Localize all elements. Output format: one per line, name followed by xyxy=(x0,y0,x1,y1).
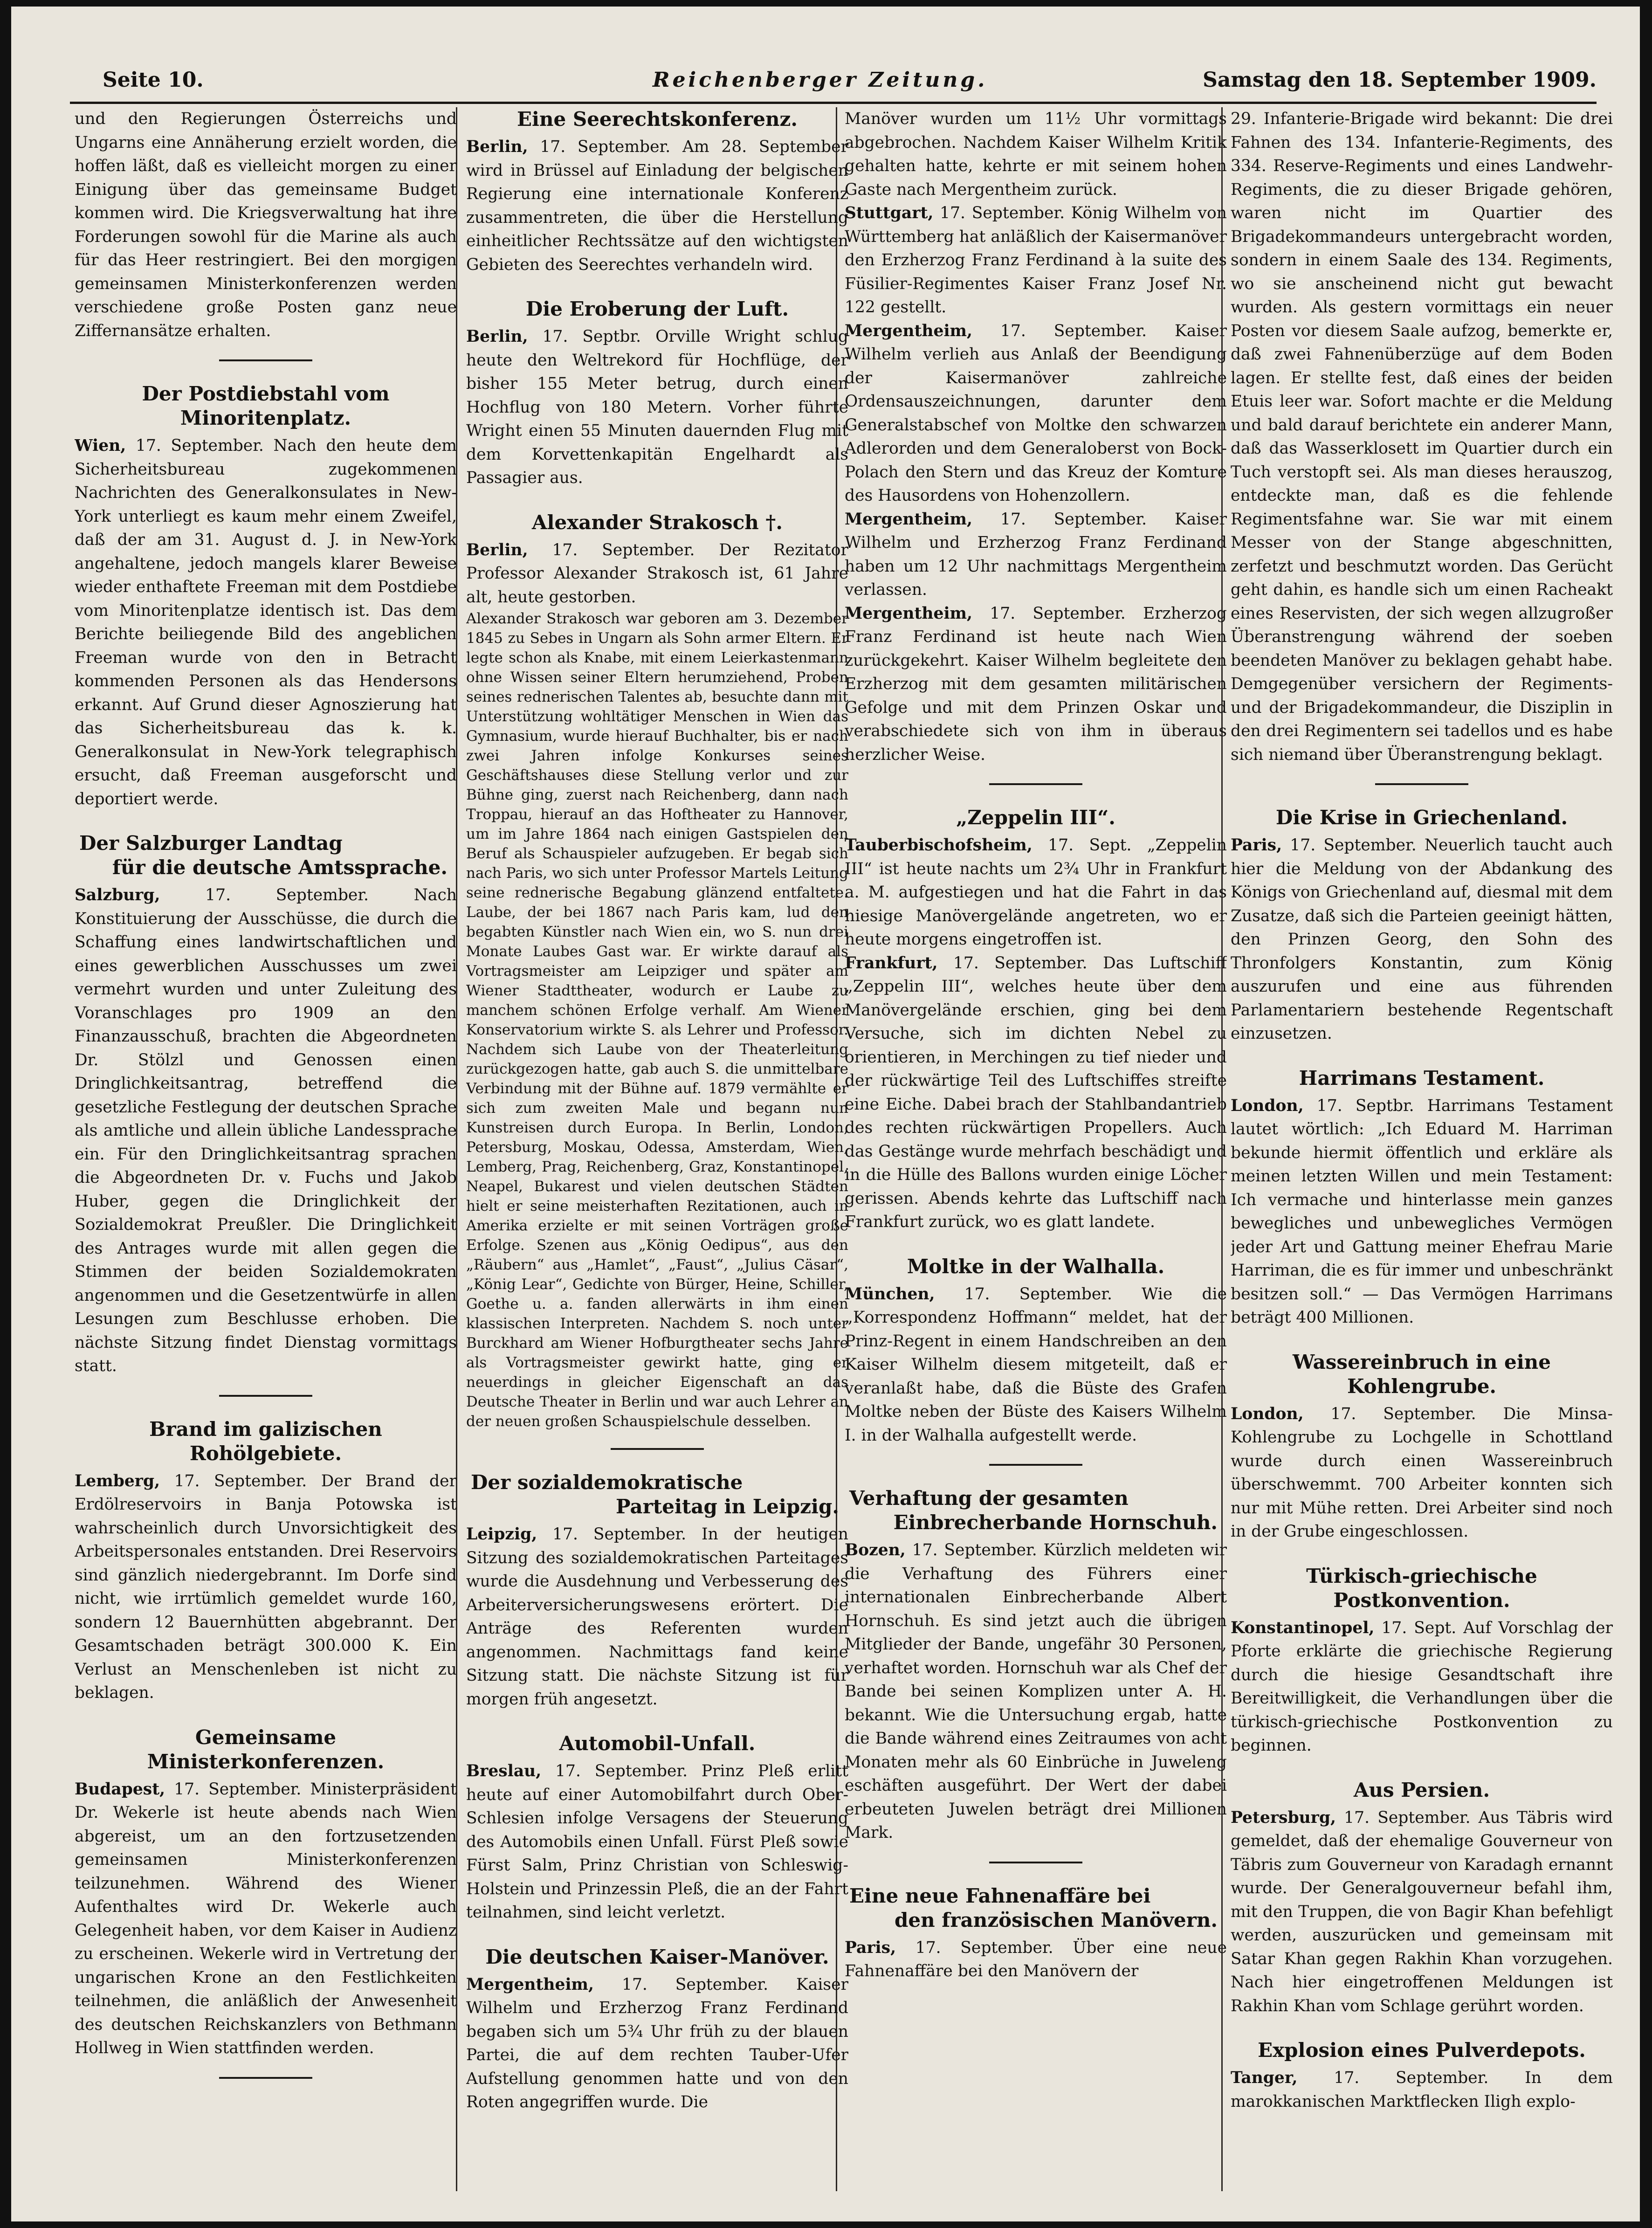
article-body xyxy=(466,1523,848,1711)
scan-border-top xyxy=(0,0,1652,7)
article-body xyxy=(845,1936,1227,1983)
headline-line: Der sozialdemokratische xyxy=(471,1471,743,1494)
page-header xyxy=(70,65,1597,103)
dateline: Breslau, xyxy=(466,1762,542,1780)
article-text: 17. September. In der heutigen Sitzung des sozialdemokratischen Parteitages wurde die Ausdehnung und Verbesserung des Arbeiterversicherungswesens erörtert. Die Anträge des Referenten wurden angenommen. Nachmittags fand keine Sitzung statt. Die nächste Sitzung ist für morgen früh angesetzt. xyxy=(466,1525,848,1709)
dateline: Paris, xyxy=(1231,836,1282,855)
dateline: Paris, xyxy=(845,1938,896,1957)
article-text: und den Regierungen Österreichs und Ungarns eine Annäherung erzielt worden, die hoffen läßt, daß es vielleicht morgen zu einer Einigung über das gemeinsame Budget kommen wird. Die Kriegsverwaltung hat ihre Forderungen sowohl für die Marine als auch für das Heer restringiert. Bei den morgigen gemeinsamen Ministerkonferenzen werden verschiedene große Posten ganz neue Ziffernansätze erhalten. xyxy=(75,110,457,340)
article-body xyxy=(1231,1402,1613,1544)
dateline: Salzburg, xyxy=(75,886,160,904)
dateline: Lemberg, xyxy=(75,1471,160,1490)
article-body xyxy=(1231,1806,1613,2018)
dateline: Bozen, xyxy=(845,1541,906,1559)
dateline: München, xyxy=(845,1284,935,1304)
dateline: Stuttgart, xyxy=(845,204,934,222)
article-body xyxy=(845,834,1227,952)
article-text: 17. September. Kaiser Wilhelm und Erzherzog Franz Ferdinand haben um 12 Uhr nachmittags Mergentheim verlassen. xyxy=(845,510,1227,599)
dateline: Leipzig, xyxy=(466,1525,537,1544)
article-headline xyxy=(845,1486,1227,1535)
article-text: 17. September. Ministerpräsident Dr. Wekerle ist heute abends nach Wien abgereist, um an den fortzusetzenden gemeinsamen Ministerkonferenzen teilzunehmen. Während des Wiener Aufenthaltes wird Dr. Wekerle auch Gelegenheit haben, vor dem Kaiser in Audienz zu erscheinen. Wekerle wird in Vertretung der ungarischen Krone an den Festlichkeiten teilnehmen, die anläßlich der Anwesenheit des deutschen Reichskanzlers von Bethmann Hollweg in Wien stattfinden werden. xyxy=(75,1780,457,2057)
obituary-text: Alexander Strakosch war geboren am 3. Dezember 1845 zu Sebes in Ungarn als Sohn armer Eltern. Er legte schon als Knabe, mit einem Leierkastenmann ohne Wissen seiner Eltern herumziehend, Proben seines rednerischen Talentes ab, besuchte dann mit Unterstützung wohltätiger Menschen in Wien das Gymnasium, wurde hierauf Buchhalter, bis er nach zwei Jahren infolge Konkurses seines Geschäftshauses diese Stellung verlor und zur Bühne ging, zuerst nach Reichenberg, dann nach Troppau, hierauf an das Hoftheater zu Hannover, um im Jahre 1864 nach einigen Gastspielen den Beruf als Schauspieler aufzugeben. Er begab sich nach Paris, wo sich unter Professor Martels Leitung seine rednerische Begabung glänzend entfaltete. Laube, der bei 1867 nach Paris kam, lud den begabten Künstler nach Wien ein, wo S. nun drei Monate Laubes Gast war. Er wirkte darauf als Vortragsmeister am Leipziger und später am Wiener Stadttheater, wodurch er Laube zu manchem schönen Erfolge verhalf. Am Wiener Konservatorium wirkte S. als Lehrer und Professor. Nachdem sich Laube von der Theaterleitung zurückgezogen hatte, gab auch S. die unmittelbare Verbindung mit der Bühne auf. 1879 vermählte er sich zum zweiten Male und begann nun Kunstreisen durch Europa. In Berlin, London, Petersburg, Moskau, Odessa, Amsterdam, Wien, Lemberg, Prag, Reichenberg, Graz, Konstantinopel, Neapel, Bukarest und vielen deutschen Städten hielt er seine meisterhaften Rezitationen, auch in Amerika erzielte er mit seinen Vorträgen große Erfolge. Szenen aus „König Oedipus“, aus den „Räubern“ aus „Hamlet“, „Faust“, „Julius Cäsar“, „König Lear“, Gedichte von Bürger, Heine, Schiller, Goethe u. a. fanden allerwärts in ihm einen klassischen Interpreten. Nachdem S. noch unter Burckhard am Wiener Hofburgtheater sechs Jahre als Vortragsmeister gewirkt hatte, ging er neuerdings in gleicher Eigenschaft an das Deutsche Theater in Berlin und war auch Lehrer an der neuen großen Schauspielschule desselben. xyxy=(466,610,848,1430)
article-body xyxy=(845,201,1227,319)
dateline: Berlin, xyxy=(466,138,528,156)
article-separator xyxy=(219,2077,312,2079)
dateline: Mergentheim, xyxy=(845,321,973,340)
dateline: Mergentheim, xyxy=(845,510,973,529)
article-headline: Die deutschen Kaiser-Manöver. xyxy=(485,1945,829,1968)
article-separator xyxy=(219,359,312,361)
article-text: Manöver wurden um 11½ Uhr vormittags abgebrochen. Nachdem Kaiser Wilhelm Kritik gehalten hatte, kehrte er mit seinem hohen Gaste nach Mergentheim zurück. xyxy=(845,110,1227,199)
article-text: 17. September. Das Luftschiff „Zeppelin III“, welches heute über dem Manövergelände erschien, ging bei dem Versuche, sich im dichten Nebel zu orientieren, in Merchingen zu tief nieder und der rückwärtige Teil des Luftschiffes streifte eine Eiche. Dabei brach der Stahlbandantrieb des rechten rückwärtigen Propellers. Auch das Gestänge wurde mehrfach beschädigt und in die Hülle des Ballons wurden einige Löcher gerissen. Abends kehrte das Luftschiff nach Frankfurt zurück, wo es glatt landete. xyxy=(845,953,1227,1231)
headline-line: Eine neue Fahnenaffäre bei xyxy=(849,1884,1151,1907)
article-headline: „Zeppelin III“. xyxy=(956,806,1115,829)
headline-line: Verhaftung der gesamten xyxy=(849,1487,1129,1510)
column-1 xyxy=(75,107,457,2191)
article-text: 17. Septbr. Harrimans Testament lautet wörtlich: „Ich Eduard M. Harriman bekunde hiermit öffentlich und erkläre als meinen letzten Willen und mein Testament: Ich vermache und hinterlasse mein ganzes bewegliches und unbewegliches Vermögen jeder Art und Gattung meiner Ehefrau Marie Harriman, die es für immer und unbeschränkt besitzen soll.“ — Das Vermögen Harrimans beträgt 400 Millionen. xyxy=(1231,1096,1613,1327)
article-headline: Brand im galizischen Rohölgebiete. xyxy=(149,1417,382,1465)
article-text: 17. September. Nach Konstituierung der Ausschüsse, die durch die Schaffung eines landwirtschaftlichen und eines gewerblichen Ausschusses um zwei vermehrt wurden und unter Zuleitung des Voranschlages pro 1909 an den Finanzausschuß, brachten die Abgeordneten Dr. Stölzl und Genossen einen Dringlichkeitsantrag, betreffend die gesetzliche Festlegung der deutschen Sprache als amtliche und allein übliche Landessprache ein. Für den Dringlichkeitsantrag sprachen die Abgeordneten Dr. v. Fuchs und Jakob Huber, gegen die Dringlichkeit der Sozialdemokrat Preußler. Die Dringlichkeit des Antrages wurde mit allen gegen die Stimmen der beiden Sozialdemokraten angenommen und die Gesetzentwürfe in allen Lesungen zum Beschlusse erhoben. Die nächste Sitzung findet Dienstag vormittags statt. xyxy=(75,886,457,1375)
article-separator xyxy=(989,783,1082,785)
article-body xyxy=(466,135,848,276)
article-text: 17. September. Über eine neue Fahnenaffäre bei den Manövern der xyxy=(845,1938,1227,1980)
article-separator xyxy=(219,1395,312,1397)
article-headline: Die Eroberung der Luft. xyxy=(525,297,789,320)
column-4 xyxy=(1231,107,1613,2191)
article-headline: Explosion eines Pulverdepots. xyxy=(1258,2039,1586,2062)
headline-line: Einbrecherbande Hornschuh. xyxy=(893,1511,1218,1534)
scan-border-right xyxy=(1640,0,1652,2228)
article-body xyxy=(75,434,457,811)
article-text: 17. September. Kaiser Wilhelm und Erzherzog Franz Ferdinand begaben sich um 5¾ Uhr früh zu der blauen Partei, die auf dem rechten Tauber-Ufer Aufstellung genommen hatte und von den Roten angegriffen wurde. Die xyxy=(466,1975,848,2111)
newspaper-title: Reichenberger Zeitung. xyxy=(653,68,988,92)
article-headline: Türkisch-griechische Postkonvention. xyxy=(1306,1564,1537,1612)
article-text: 17. September. Der Brand der Erdölreservoirs in Banja Potowska ist wahrscheinlich durch Unvorsichtigkeit des Arbeitspersonales entstanden. Drei Reservoirs sind gänzlich niedergebrannt. Im Dorfe sind nicht, wie irrtümlich gemeldet wurde 160, sondern 12 Bauernhütten abgebrannt. Der Gesamtschaden beträgt 300.000 K. Ein Verlust an Menschenleben ist nicht zu beklagen. xyxy=(75,1471,457,1702)
dateline: Berlin, xyxy=(466,540,528,559)
article-headline: Automobil-Unfall. xyxy=(559,1732,756,1755)
article-body xyxy=(466,538,848,609)
article-body xyxy=(466,1973,848,2114)
dateline: Budapest, xyxy=(75,1780,165,1799)
article-headline: Aus Persien. xyxy=(1353,1778,1490,1801)
article-text: 17. September. Kaiser Wilhelm verlieh aus Anlaß der Beendigung der Kaisermanöver zahlreiche Ordensauszeichnungen, darunter dem Generalstabschef von Moltke den schwarzen Adlerorden und dem Generaloberst von Bock-Polach den Stern und das Kreuz der Komture des Hausordens von Hohenzollern. xyxy=(845,321,1227,505)
dateline: Wien, xyxy=(75,436,126,455)
article-body xyxy=(1231,1094,1613,1330)
article-body xyxy=(466,325,848,490)
article-body xyxy=(845,952,1227,1234)
column-2 xyxy=(466,107,848,2191)
article-headline: Alexander Strakosch †. xyxy=(531,510,783,534)
article-body xyxy=(845,602,1227,767)
article-body xyxy=(75,883,457,1378)
headline-line: für die deutsche Amtssprache. xyxy=(112,856,447,879)
dateline: Berlin, xyxy=(466,327,528,346)
dateline: London, xyxy=(1231,1096,1304,1115)
dateline: London, xyxy=(1231,1404,1304,1423)
dateline: Mergentheim, xyxy=(466,1975,594,1994)
dateline: Frankfurt, xyxy=(845,953,938,973)
article-headline: Wassereinbruch in eine Kohlengrube. xyxy=(1293,1350,1551,1398)
headline-line: den französischen Manövern. xyxy=(895,1908,1218,1931)
article-text: 17. September. In dem marokkanischen Marktflecken Iligh explo- xyxy=(1231,2069,1613,2111)
article-text: 29. Infanterie-Brigade wird bekannt: Die drei Fahnen des 134. Infanterie-Regiments, des 334. Reserve-Regiments und eines Landwehr-Regiments, die zu dieser Brigade gehören, waren nicht im Quartier des Brigadekommandeurs untergebracht worden, sondern in einem Saale des 134. Regiments, wo sie anscheinend nicht gut bewacht wurden. Als gestern vormittags ein neuer Posten vor diesem Saale aufzog, bemerkte er, daß zwei Fahnenüberzüge auf dem Boden lagen. Er stellte fest, daß eines der beiden Etuis leer war. Sofort machte er die Meldung und bald darauf berichtete ein anderer Mann, daß das Wasserklosett im Quartier durch ein Tuch verstopft sei. Als man dieses herauszog, entdeckte man, daß es die fehlende Regimentsfahne war. Sie war mit einem Messer von der Stange abgeschnitten, zerfetzt und beschmutzt worden. Das Gerücht geht dahin, es handle sich um einen Racheakt eines Reservisten, der sich wegen allzugroßer Überanstrengung während der soeben beendeten Manöver zu beklagen gehabt habe. Demgegenüber versichern der Regiments- und der Brigadekommandeur, die Disziplin in den drei Regimentern sei tadellos und es habe sich niemand über Überanstrengung beklagt. xyxy=(1231,110,1613,764)
article-body xyxy=(845,508,1227,602)
article-separator xyxy=(1375,783,1468,785)
dateline: Tauberbischofsheim, xyxy=(845,836,1032,855)
article-headline: Harrimans Testament. xyxy=(1299,1066,1545,1090)
article-headline: Eine Seerechtskonferenz. xyxy=(517,108,798,131)
article-headline xyxy=(75,831,457,880)
article-separator xyxy=(989,1464,1082,1466)
article-separator xyxy=(611,1448,704,1450)
article-text: 17. September. Wie die „Korrespondenz Hoffmann“ meldet, hat der Prinz-Regent in einem Handschreiben an den Kaiser Wilhelm diesem mitgeteilt, daß er veranlaßt habe, daß die Büste des Grafen Moltke neben der Büste des Kaisers Wilhelm I. in der Walhalla aufgestellt werde. xyxy=(845,1284,1227,1445)
scan-border-bottom xyxy=(0,2221,1652,2228)
article-headline: Gemeinsame Ministerkonferenzen. xyxy=(147,1725,385,1773)
scan-border-left xyxy=(0,0,11,2228)
article-text: 17. Sept. „Zeppelin III“ ist heute nachts um 2¾ Uhr in Frankfurt a. M. aufgestiegen und hat die Fahrt in das hiesige Manövergelände angetreten, wo er heute morgens eingetroffen ist. xyxy=(845,836,1227,949)
article-text: 17. September. Die Minsa-Kohlengrube zu Lochgelle in Schottland wurde durch einen Wassereinbruch überschwemmt. 700 Arbeiter konnten sich nur mit Mühe retten. Drei Arbeiter sind noch in der Grube eingeschlossen. xyxy=(1231,1404,1613,1541)
article-text: 17. September. Der Rezitator Professor Alexander Strakosch ist, 61 Jahre alt, heute gestorben. xyxy=(466,540,848,607)
article-text: 17. Septbr. Orville Wright schlug heute den Weltrekord für Hochflüge, der bisher 155 Meter betrug, durch einen Hochflug von 180 Metern. Vorher führte Wright einen 55 Minuten dauernden Flug mit dem Korvettenkapitän Engelhardt als Passagier aus. xyxy=(466,327,848,487)
article-body xyxy=(845,319,1227,508)
article-body xyxy=(1231,834,1613,1046)
page-number: Seite 10. xyxy=(103,68,204,92)
article-text: 17. September. Prinz Pleß erlitt heute auf einer Automobilfahrt durch Ober-Schlesien infolge Versagens der Steuerung des Automobils einen Unfall. Fürst Pleß sowie Fürst Salm, Prinz Christian von Schleswig-Holstein und Prinzessin Pleß, die an der Fahrt teilnahmen, sind leicht verletzt. xyxy=(466,1762,848,1922)
dateline: Petersburg, xyxy=(1231,1808,1336,1827)
article-body xyxy=(466,1759,848,1924)
article-headline xyxy=(466,1470,848,1519)
headline-line: Parteitag in Leipzig. xyxy=(616,1495,839,1518)
article-text: 17. Sept. Auf Vorschlag der Pforte erklärte die griechische Regierung durch die hiesige Gesandtschaft ihre Bereitwilligkeit, die Verhandlungen über die türkisch-griechische Postkonvention zu beginnen. xyxy=(1231,1618,1613,1755)
issue-date: Samstag den 18. September 1909. xyxy=(1203,68,1597,92)
article-headline: Die Krise in Griechenland. xyxy=(1275,806,1568,829)
article-headline: Moltke in der Walhalla. xyxy=(907,1255,1165,1278)
article-headline: Der Postdiebstahl vom Minoritenplatz. xyxy=(142,382,390,429)
article-body xyxy=(75,1469,457,1705)
dateline: Mergentheim, xyxy=(845,604,973,623)
header-rule xyxy=(70,102,1597,104)
article-text: 17. September. Kürzlich meldeten wir die Verhaftung des Führers einer internationalen Einbrecherbande Albert Hornschuh. Es sind jetzt auch die übrigen Mitglieder der Bande, ungefähr 30 Personen, verhaftet worden. Hornschuh war als Chef der Bande bei seinen Komplizen unter A. H. bekannt. Wie die Untersuchung ergab, hatte die Bande während eines Zeitraumes von acht Monaten mehr als 60 Einbrüche in Juweleng eschäften ausgeführt. Der Wert der dabei erbeuteten Juwelen beträgt drei Millionen Mark. xyxy=(845,1541,1227,1842)
article-body xyxy=(1231,2066,1613,2113)
article-body xyxy=(845,1538,1227,1845)
article-text: 17. September. Neuerlich taucht auch hier die Meldung von der Abdankung des Königs von Griechenland auf, diesmal mit dem Zusatze, daß sich die Parteien geeinigt hätten, den Prinzen Georg, den Sohn des Thronfolgers Konstantin, zum König auszurufen und eine aus führenden Parlamentariern bestehende Regentschaft einzusetzen. xyxy=(1231,836,1613,1043)
column-3 xyxy=(845,107,1227,2191)
article-separator xyxy=(989,1862,1082,1863)
article-text: 17. September. König Wilhelm von Württemberg hat anläßlich der Kaisermanöver den Erzherzog Franz Ferdinand à la suite des Füsilier-Regimentes Kaiser Franz Josef Nr. 122 gestellt. xyxy=(845,204,1227,317)
article-text: 17. September. Nach den heute dem Sicherheitsbureau zugekommenen Nachrichten des Generalkonsulates in New-York unterliegt es kaum mehr einem Zweifel, daß der am 31. August d. J. in New-York angehaltene, jedoch mangels klarer Beweise wieder enthaftete Freeman mit dem Postdiebe vom Minoritenplatze identisch ist. Das dem Berichte beiliegende Bild des angeblichen Freeman wurde von den in Betracht kommenden Personen als das Hendersons erkannt. Auf Grund dieser Agnoszierung hat das Sicherheitsbureau das k. k. Generalkonsulat in New-York telegraphisch ersucht, daß Freeman ausgeforscht und deportiert werde. xyxy=(75,436,457,808)
article-body xyxy=(75,1778,457,2060)
article-text: 17. September. Erzherzog Franz Ferdinand ist heute nach Wien zurückgekehrt. Kaiser Wilhelm begleitete den Erzherzog mit dem gesamten militärischen Gefolge und mit dem Prinzen Oskar und verabschiedete sich von ihm in überaus herzlicher Weise. xyxy=(845,604,1227,764)
article-text: 17. September. Aus Täbris wird gemeldet, daß der ehemalige Gouverneur von Täbris zum Gouverneur von Karadagh ernannt wurde. Der Generalgouverneur befahl ihm, mit den Truppen, die von Bagir Khan befehligt werden, auszurücken und gemeinsam mit Satar Khan gegen Rakhin Khan vorzugehen. Nach hier eingetroffenen Meldungen ist Rakhin Khan vom Schlage gerührt worden. xyxy=(1231,1808,1613,2015)
article-headline xyxy=(845,1884,1227,1932)
headline-line: Der Salzburger Landtag xyxy=(79,832,343,855)
dateline: Konstantinopel, xyxy=(1231,1618,1375,1637)
article-body xyxy=(1231,1616,1613,1758)
article-body xyxy=(845,1283,1227,1448)
dateline: Tanger, xyxy=(1231,2069,1298,2087)
article-text: 17. September. Am 28. September wird in Brüssel auf Einladung der belgischen Regierung eine internationale Konferenz zusammentreten, die über die Herstellung einheitlicher Rechtssätze auf den wichtigsten Gebieten des Seerechtes verhandeln wird. xyxy=(466,138,848,274)
